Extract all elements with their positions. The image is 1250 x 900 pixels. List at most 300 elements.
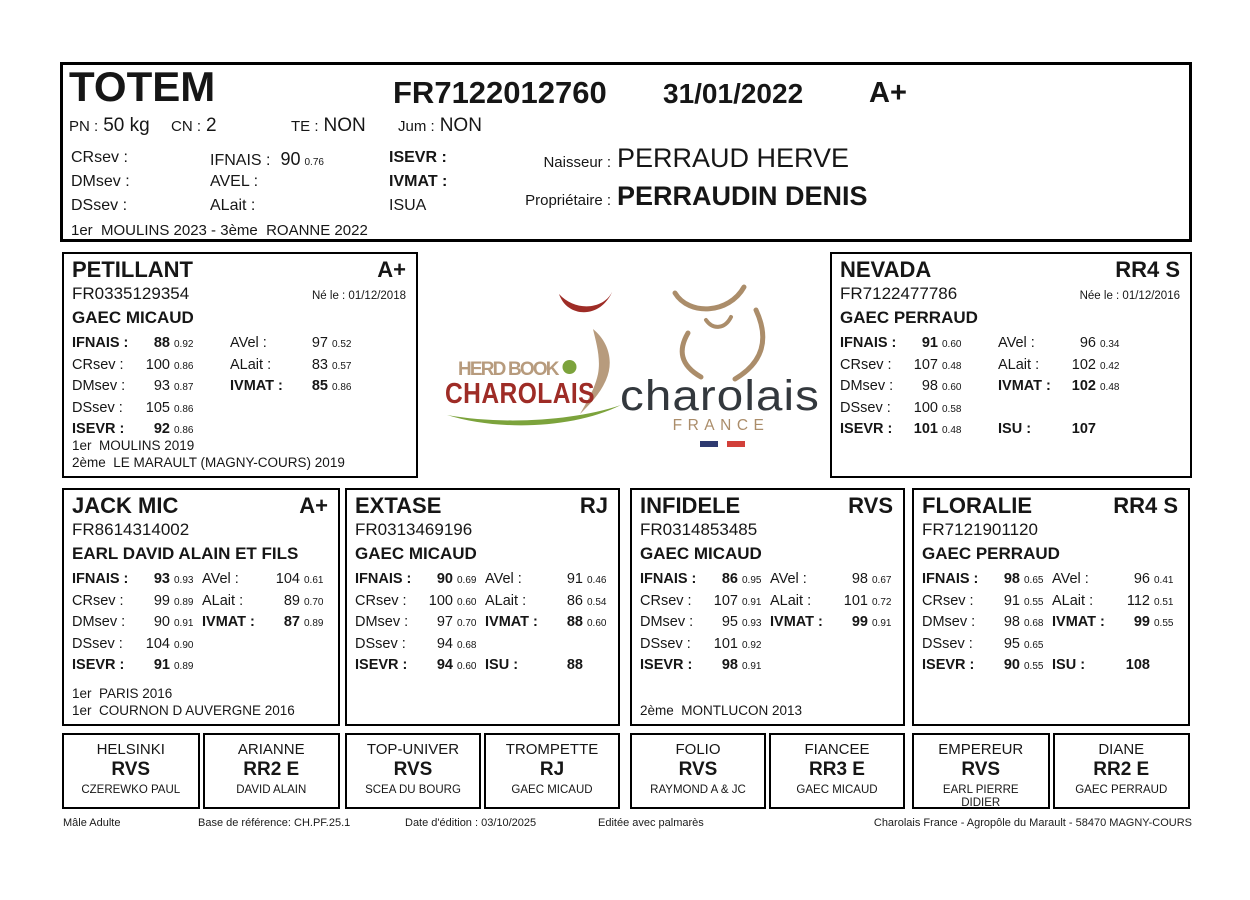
naisseur-label: Naisseur : — [543, 154, 611, 171]
maternal-grandsire-box — [630, 488, 905, 726]
stat-coefficient: 0.90 — [174, 639, 194, 651]
isevr-label: ISEVR : — [389, 149, 447, 166]
stat-coefficient: 0.91 — [742, 661, 762, 672]
animal-qualification: RJ — [579, 493, 608, 518]
te-label: TE : — [291, 118, 319, 135]
stat-label: ALait : — [230, 356, 272, 373]
stat-label: AVel : — [998, 335, 1035, 351]
stat-coefficient: 0.60 — [457, 596, 477, 608]
stats-right-column — [1052, 571, 1182, 679]
stat-value: 97 — [436, 614, 453, 630]
stat-label: DSsev : — [355, 635, 406, 652]
stat-value: 96 — [1133, 571, 1150, 587]
stats-left-column — [640, 571, 770, 679]
dmsev-label: DMsev : — [71, 173, 130, 190]
great-grandparents-pair-2 — [345, 733, 620, 809]
stat-value: 98 — [921, 378, 938, 394]
stat-value: 94 — [436, 657, 453, 673]
animal-breeder: GAEC PERRAUD — [840, 308, 978, 327]
stat-value: 89 — [283, 592, 300, 609]
stat-coefficient: 0.89 — [174, 661, 194, 672]
animal-id-row — [64, 519, 338, 540]
stat-row — [1052, 614, 1182, 636]
animal-name: PETILLANT — [72, 257, 193, 282]
herd-book-charolais-logo — [443, 282, 633, 427]
stat-label: CRsev : — [840, 356, 892, 373]
flag-red-dash-icon — [727, 441, 745, 447]
stat-value: 105 — [145, 399, 170, 416]
awards — [72, 437, 345, 471]
animal-id-row — [832, 283, 1190, 304]
sire-box — [62, 252, 418, 478]
stat-row — [840, 335, 970, 357]
flag-blue-dash-icon — [700, 441, 718, 447]
stat-value: 95 — [1003, 635, 1020, 652]
stat-coefficient: 0.65 — [1024, 575, 1044, 586]
stat-coefficient: 0.92 — [742, 639, 762, 651]
stat-label: ISEVR : — [72, 421, 125, 437]
stat-row — [640, 593, 770, 615]
stat-coefficient: 0.58 — [942, 403, 962, 415]
stat-label: DMsev : — [840, 378, 894, 394]
stat-label: ISEVR : — [840, 421, 893, 437]
stat-value: 98 — [851, 571, 868, 587]
stat-row — [840, 400, 970, 422]
great-grandparent-cell — [203, 733, 341, 809]
stat-label: ISU : — [998, 421, 1032, 437]
stat-label: IFNAIS : — [355, 571, 412, 587]
jum-field — [398, 115, 482, 137]
animal-stats — [64, 328, 416, 443]
stat-label: DSsev : — [640, 635, 691, 652]
animal-id-row — [632, 519, 903, 540]
charolais-france-text: charolais — [620, 372, 820, 420]
stat-value: 91 — [921, 335, 938, 351]
animal-birth-date: Né le : 01/12/2018 — [312, 290, 406, 302]
stat-row — [922, 636, 1052, 658]
animal-id: FR7121901120 — [922, 520, 1038, 539]
stat-row — [355, 593, 485, 615]
stat-label: DSsev : — [922, 635, 973, 652]
stat-row — [770, 614, 900, 636]
naisseur-value: PERRAUD HERVE — [617, 143, 850, 173]
stat-coefficient: 0.54 — [587, 596, 607, 608]
animal-qualification: RVS — [678, 759, 718, 780]
stat-coefficient: 0.92 — [174, 339, 194, 350]
stat-value: 98 — [1003, 571, 1020, 587]
animal-qualification: RR4 S — [1113, 493, 1178, 518]
stat-row — [485, 571, 615, 593]
animal-id: FR7122477786 — [840, 284, 958, 303]
cn-value: 2 — [206, 115, 217, 136]
stat-row — [640, 636, 770, 658]
stat-value: 99 — [1133, 614, 1150, 630]
stat-value: 86 — [566, 592, 583, 609]
stat-value: 95 — [721, 614, 738, 630]
award-line: 1er COURNON D AUVERGNE 2016 — [72, 703, 295, 718]
great-grandparent-cell — [769, 733, 905, 809]
ifnais-coefficient: 0.76 — [304, 157, 324, 168]
stat-row — [202, 571, 332, 593]
animal-qualification: RVS — [111, 759, 151, 780]
great-grandparent-cell — [345, 733, 481, 809]
stat-label: ALait : — [202, 592, 244, 609]
stat-label: DSsev : — [72, 635, 123, 652]
stat-value: 88 — [566, 614, 583, 630]
stat-value: 112 — [1126, 592, 1150, 609]
stat-row — [922, 657, 1052, 679]
stat-label: ALait : — [998, 356, 1040, 373]
cn-field — [171, 115, 217, 137]
stat-row — [640, 657, 770, 679]
great-grandparent-cell — [1053, 733, 1191, 809]
stat-coefficient: 0.87 — [174, 382, 194, 393]
stat-value: 107 — [713, 592, 738, 609]
stat-label: IVMAT : — [230, 378, 283, 394]
stat-label: DMsev : — [72, 378, 126, 394]
stat-coefficient: 0.93 — [174, 575, 194, 586]
stat-row — [840, 421, 970, 443]
stat-coefficient: 0.60 — [942, 382, 962, 393]
isua-label: ISUA — [389, 197, 427, 214]
animal-id: FR8614314002 — [72, 520, 190, 539]
stat-coefficient: 0.91 — [174, 618, 194, 629]
stat-label: AVel : — [770, 571, 807, 587]
stat-coefficient: 0.91 — [742, 596, 762, 608]
animal-name: EMPEREUR — [938, 741, 1024, 758]
stat-label: DSsev : — [840, 399, 891, 416]
stat-value: 99 — [153, 592, 170, 609]
stat-coefficient: 0.86 — [174, 425, 194, 436]
animal-id-row — [914, 519, 1188, 540]
stat-row — [922, 614, 1052, 636]
stat-value: 87 — [283, 614, 300, 630]
stat-label: ISEVR : — [640, 657, 693, 673]
stat-row — [998, 378, 1128, 400]
stat-coefficient: 0.72 — [872, 596, 892, 608]
stat-row — [1052, 571, 1182, 593]
stat-value: 91 — [566, 571, 583, 587]
stat-value: 90 — [436, 571, 453, 587]
stat-value: 88 — [153, 335, 170, 351]
ivmat-label: IVMAT : — [389, 173, 448, 190]
animal-qualification: RR3 E — [809, 759, 865, 780]
stat-label: IFNAIS : — [72, 335, 129, 351]
stat-row — [485, 657, 615, 679]
stat-coefficient: 0.48 — [942, 360, 962, 372]
stat-row — [72, 614, 202, 636]
great-grandparent-cell — [630, 733, 766, 809]
charolais-text: CHAROLAIS — [445, 378, 595, 410]
stat-value: 94 — [436, 635, 453, 652]
stat-label: ALait : — [485, 592, 527, 609]
stat-value: 86 — [721, 571, 738, 587]
france-text: FRANCE — [672, 417, 770, 434]
stat-value: 90 — [1003, 657, 1020, 673]
animal-breeder: GAEC MICAUD — [72, 308, 194, 327]
stat-value: 101 — [843, 592, 868, 609]
animal-id: FR0335129354 — [72, 284, 190, 303]
stat-label: DMsev : — [72, 614, 126, 630]
avel-label: AVEL : — [210, 173, 259, 190]
stat-label: AVel : — [485, 571, 522, 587]
stat-value: 108 — [1125, 657, 1150, 673]
stat-label: ISU : — [1052, 657, 1086, 673]
stat-coefficient: 0.48 — [942, 425, 962, 436]
stat-coefficient: 0.51 — [1154, 596, 1174, 608]
stats-right-column — [770, 571, 900, 679]
stat-coefficient: 0.42 — [1100, 360, 1120, 372]
animal-name: TOP-UNIVER — [366, 741, 460, 758]
stat-coefficient: 0.52 — [332, 339, 352, 350]
stat-coefficient: 0.60 — [587, 618, 607, 629]
animal-qualification: RVS — [393, 759, 433, 780]
animal-qualification: RR2 E — [1093, 759, 1150, 780]
stat-coefficient: 0.86 — [332, 382, 352, 393]
ifnais-value: 90 — [280, 149, 301, 169]
animal-name: ARIANNE — [237, 741, 305, 758]
dssev-label: DSsev : — [71, 197, 128, 214]
animal-breeder: GAEC PERRAUD — [922, 544, 1060, 563]
stat-row — [72, 400, 202, 422]
animal-qualification: RR2 E — [243, 759, 300, 780]
stats-right-column — [230, 335, 360, 443]
stat-value: 99 — [851, 614, 868, 630]
subject-name: TOTEM — [69, 63, 216, 110]
stat-row — [72, 571, 202, 593]
subject-stats-column-3 — [389, 149, 447, 221]
stat-label: IVMAT : — [202, 614, 255, 630]
animal-qualification: RVS — [961, 759, 1001, 780]
great-grandparent-cell — [912, 733, 1050, 809]
stat-row — [355, 571, 485, 593]
stat-label: IFNAIS : — [640, 571, 697, 587]
stat-value: 104 — [145, 635, 170, 652]
animal-stats — [632, 564, 903, 679]
maternal-granddam-box — [912, 488, 1190, 726]
subject-stats-column-2 — [210, 149, 324, 221]
stat-label: ISEVR : — [922, 657, 975, 673]
crsev-label: CRsev : — [71, 149, 128, 166]
stat-coefficient: 0.86 — [174, 360, 194, 372]
stat-label: IVMAT : — [1052, 614, 1105, 630]
herd-book-text: HERD BOOK — [458, 359, 560, 380]
stat-coefficient: 0.48 — [1100, 382, 1120, 393]
stats-right-column — [998, 335, 1128, 443]
great-grandparents-pair-4 — [912, 733, 1190, 809]
animal-owner: DAVID ALAIN — [236, 784, 307, 796]
stat-row — [72, 657, 202, 679]
stat-value: 98 — [1003, 614, 1020, 630]
animal-header — [632, 490, 903, 519]
subject-qualification: A+ — [869, 77, 907, 109]
pn-value: 50 kg — [103, 115, 150, 136]
footer-reference: Base de référence: CH.PF.25.1 — [198, 817, 351, 829]
stat-coefficient: 0.55 — [1154, 618, 1174, 629]
charolais-france-logo — [617, 280, 827, 452]
animal-header — [832, 254, 1190, 283]
great-grandparents-pair-3 — [630, 733, 905, 809]
animal-birth-date: Née le : 01/12/2016 — [1079, 290, 1180, 302]
stat-row — [998, 335, 1128, 357]
animal-name: DIANE — [1098, 741, 1145, 758]
animal-header — [64, 490, 338, 519]
animal-id: FR0314853485 — [640, 520, 758, 539]
stat-value: 100 — [145, 356, 170, 373]
stat-coefficient: 0.70 — [304, 596, 324, 608]
stat-value: 101 — [913, 421, 938, 437]
stat-coefficient: 0.55 — [1024, 596, 1044, 608]
stat-row — [202, 593, 332, 615]
alait-label: ALait : — [210, 197, 256, 214]
stat-coefficient: 0.69 — [457, 575, 477, 586]
stat-label: CRsev : — [640, 592, 692, 609]
award-line: 2ème LE MARAULT (MAGNY-COURS) 2019 — [72, 455, 345, 470]
stat-value: 90 — [153, 614, 170, 630]
animal-name: FLORALIE — [922, 493, 1032, 518]
stat-row — [640, 614, 770, 636]
stat-row — [840, 378, 970, 400]
animal-header — [914, 490, 1188, 519]
stat-label: AVel : — [202, 571, 239, 587]
stat-value: 102 — [1071, 356, 1096, 373]
stat-label: CRsev : — [355, 592, 407, 609]
cow-horns-icon — [559, 290, 613, 312]
stat-row — [72, 335, 202, 357]
animal-breeder: GAEC MICAUD — [640, 544, 762, 563]
award-line: 1er PARIS 2016 — [72, 686, 173, 701]
animal-stats — [347, 564, 618, 679]
stat-value: 104 — [275, 571, 300, 587]
stat-value: 96 — [1079, 335, 1096, 351]
stat-row — [770, 571, 900, 593]
proprietaire-label: Propriétaire : — [525, 192, 611, 209]
animal-name: JACK MIC — [72, 493, 179, 518]
stats-right-column — [485, 571, 615, 679]
stat-label: IVMAT : — [770, 614, 823, 630]
stat-label: DMsev : — [922, 614, 976, 630]
stat-row — [72, 357, 202, 379]
award-line: 1er MOULINS 2019 — [72, 438, 195, 453]
stats-left-column — [922, 571, 1052, 679]
breeder-field — [463, 143, 849, 174]
stat-coefficient: 0.34 — [1100, 339, 1120, 350]
stat-label: ISU : — [485, 657, 519, 673]
ifnais-row — [210, 149, 324, 173]
stat-value: 93 — [153, 571, 170, 587]
animal-qualification: A+ — [299, 493, 328, 518]
great-grandparents-pair-1 — [62, 733, 340, 809]
stat-row — [355, 636, 485, 658]
stat-label: DSsev : — [72, 399, 123, 416]
animal-qualification: RJ — [539, 759, 565, 780]
stat-value: 102 — [1071, 378, 1096, 394]
animal-name: NEVADA — [840, 257, 932, 282]
stat-label: AVel : — [1052, 571, 1089, 587]
stat-label: IVMAT : — [485, 614, 538, 630]
ifnais-label: IFNAIS : — [210, 152, 271, 169]
stat-label: DMsev : — [355, 614, 409, 630]
stat-value: 88 — [566, 657, 583, 673]
animal-id-row — [347, 519, 618, 540]
animal-header — [64, 254, 416, 283]
footer-address: Charolais France - Agropôle du Marault - 58470 MAGNY-COURS — [873, 817, 1192, 829]
stat-label: IVMAT : — [998, 378, 1051, 394]
stat-row — [355, 614, 485, 636]
stat-row — [998, 357, 1128, 379]
stat-value: 100 — [428, 592, 453, 609]
cow-outline-horns-icon — [675, 287, 744, 309]
stat-label: ISEVR : — [355, 657, 408, 673]
award-line: 2ème MONTLUCON 2013 — [640, 703, 803, 718]
stats-left-column — [840, 335, 970, 443]
stat-value: 83 — [311, 356, 328, 373]
stat-row — [485, 614, 615, 636]
stat-value: 91 — [153, 657, 170, 673]
animal-breeder: EARL DAVID ALAIN ET FILS — [72, 544, 299, 563]
stat-coefficient: 0.70 — [457, 618, 477, 629]
stat-value: 91 — [1003, 592, 1020, 609]
stat-coefficient: 0.67 — [872, 575, 892, 586]
subject-stats-column-1 — [71, 149, 130, 221]
animal-name: HELSINKI — [96, 741, 165, 758]
stat-coefficient: 0.65 — [1024, 639, 1044, 651]
stat-label: ISEVR : — [72, 657, 125, 673]
pn-label: PN : — [69, 118, 99, 135]
stat-label: ALait : — [770, 592, 812, 609]
stat-label: ALait : — [1052, 592, 1094, 609]
paternal-grandsire-box — [62, 488, 340, 726]
stat-coefficient: 0.95 — [742, 575, 762, 586]
stat-row — [998, 421, 1128, 443]
birth-weight-field — [69, 115, 150, 137]
stat-row — [72, 636, 202, 658]
stat-coefficient: 0.89 — [174, 596, 194, 608]
animal-id: FR0313469196 — [355, 520, 473, 539]
animal-id-row — [64, 283, 416, 304]
stat-coefficient: 0.89 — [304, 618, 324, 629]
stat-coefficient: 0.41 — [1154, 575, 1174, 586]
stats-right-column — [202, 571, 332, 679]
stat-row — [840, 357, 970, 379]
animal-qualification: RR4 S — [1115, 257, 1180, 282]
stat-coefficient: 0.46 — [587, 575, 607, 586]
footer-sex: Mâle Adulte — [63, 817, 121, 829]
stat-label: DMsev : — [640, 614, 694, 630]
stat-label: CRsev : — [72, 356, 124, 373]
stat-coefficient: 0.60 — [457, 661, 477, 672]
stat-coefficient: 0.55 — [1024, 661, 1044, 672]
stat-row — [770, 593, 900, 615]
stat-coefficient: 0.60 — [942, 339, 962, 350]
stat-coefficient: 0.68 — [1024, 618, 1044, 629]
stat-coefficient: 0.86 — [174, 403, 194, 415]
animal-name: INFIDELE — [640, 493, 741, 518]
stat-row — [485, 593, 615, 615]
stat-coefficient: 0.68 — [457, 639, 477, 651]
animal-owner: RAYMOND A & JC — [650, 784, 746, 796]
subject-id: FR7122012760 — [393, 75, 607, 110]
stat-row — [230, 378, 360, 400]
stat-value: 101 — [713, 635, 738, 652]
jum-value: NON — [439, 115, 482, 136]
stat-row — [72, 593, 202, 615]
jum-label: Jum : — [398, 118, 435, 135]
cow-outline-ear-icon — [706, 317, 731, 327]
stat-row — [640, 571, 770, 593]
green-dot-icon — [563, 360, 577, 374]
stat-row — [1052, 593, 1182, 615]
